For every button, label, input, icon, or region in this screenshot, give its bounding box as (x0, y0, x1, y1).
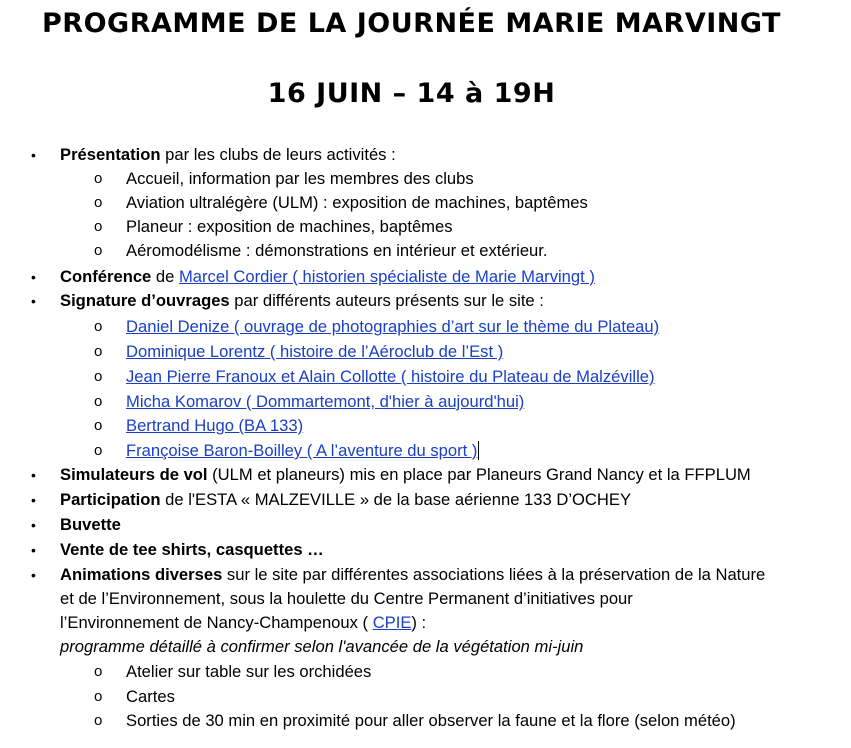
bullet: • (31, 542, 36, 558)
list-item-simulateurs: Simulateurs de vol (ULM et planeurs) mis en place par Planeurs Grand Nancy et la FFPLUM (60, 465, 751, 484)
conference-link[interactable]: Marcel Cordier ( historien spécialiste de Marie Marvingt ) (178, 267, 595, 286)
page-date: 16 JUIN – 14 à 19H (267, 78, 556, 109)
bullet: • (31, 467, 36, 483)
bullet: • (31, 293, 36, 309)
list-item-conference: Conférence de Marcel Cordier ( historien spécialiste de Marie Marvingt ) (60, 267, 595, 286)
sub-item: Aviation ultralégère (ULM) : exposition de machines, baptêmes (126, 193, 588, 212)
sub-item: Accueil, information par les membres des clubs (126, 169, 474, 188)
animations-line: l’Environnement de Nancy-Champenoux ( CPIE) : (60, 613, 427, 632)
sub-bullet: o (94, 368, 103, 385)
cpie-link[interactable]: CPIE (372, 613, 412, 632)
list-item-signature: Signature d’ouvrages par différents auteurs présents sur le site : (60, 291, 544, 310)
bullet: • (31, 567, 36, 583)
author-link[interactable]: Bertrand Hugo (BA 133) (126, 416, 304, 435)
author-link[interactable]: Daniel Denize ( ouvrage de photographies d’art sur le thème du Plateau) (126, 317, 660, 336)
animations-note: programme détaillé à confirmer selon l'avancée de la végétation mi-juin (60, 637, 584, 656)
sub-item: Cartes (126, 687, 175, 706)
sub-item: Sorties de 30 min en proximité pour aller observer la faune et la flore (selon météo) (126, 711, 736, 730)
list-item-participation: Participation de l'ESTA « MALZEVILLE » de la base aérienne 133 D’OCHEY (60, 490, 632, 509)
sub-bullet: o (94, 170, 103, 187)
sub-bullet: o (94, 663, 103, 680)
sub-item: Planeur : exposition de machines, baptêmes (126, 217, 453, 236)
animations-line: et de l’Environnement, sous la houlette du Centre Permanent d’initiatives pour (60, 589, 633, 608)
author-link[interactable]: Dominique Lorentz ( histoire de l’Aéroclub de l’Est ) (126, 342, 504, 361)
author-link[interactable]: Micha Komarov ( Dommartemont, d'hier à aujourd'hui) (126, 392, 525, 411)
sub-bullet: o (94, 442, 103, 459)
sub-bullet: o (94, 242, 103, 259)
list-item-presentation: Présentation par les clubs de leurs activités : (60, 145, 396, 164)
page-title: PROGRAMME DE LA JOURNÉE MARIE MARVINGT (42, 8, 781, 39)
bullet: • (31, 492, 36, 508)
sub-bullet: o (94, 318, 103, 335)
author-link[interactable]: Françoise Baron-Boilley ( A l’aventure du sport ) (126, 441, 478, 460)
list-item-animations: Animations diverses sur le site par différentes associations liées à la préservation de la Nature (60, 565, 766, 584)
sub-bullet: o (94, 218, 103, 235)
sub-bullet: o (94, 712, 103, 729)
bullet: • (31, 517, 36, 533)
sub-bullet: o (94, 688, 103, 705)
sub-item: Aéromodélisme : démonstrations en intérieur et extérieur. (126, 241, 548, 260)
list-item-buvette: Buvette (60, 515, 121, 534)
bullet: • (31, 269, 36, 285)
author-link[interactable]: Jean Pierre Franoux et Alain Collotte ( histoire du Plateau de Malzéville) (126, 367, 655, 386)
sub-bullet: o (94, 417, 103, 434)
sub-item: Atelier sur table sur les orchidées (126, 662, 372, 681)
bullet: • (31, 147, 36, 163)
list-item-vente: Vente de tee shirts, casquettes … (60, 540, 324, 559)
sub-bullet: o (94, 393, 103, 410)
sub-bullet: o (94, 194, 103, 211)
sub-bullet: o (94, 343, 103, 360)
